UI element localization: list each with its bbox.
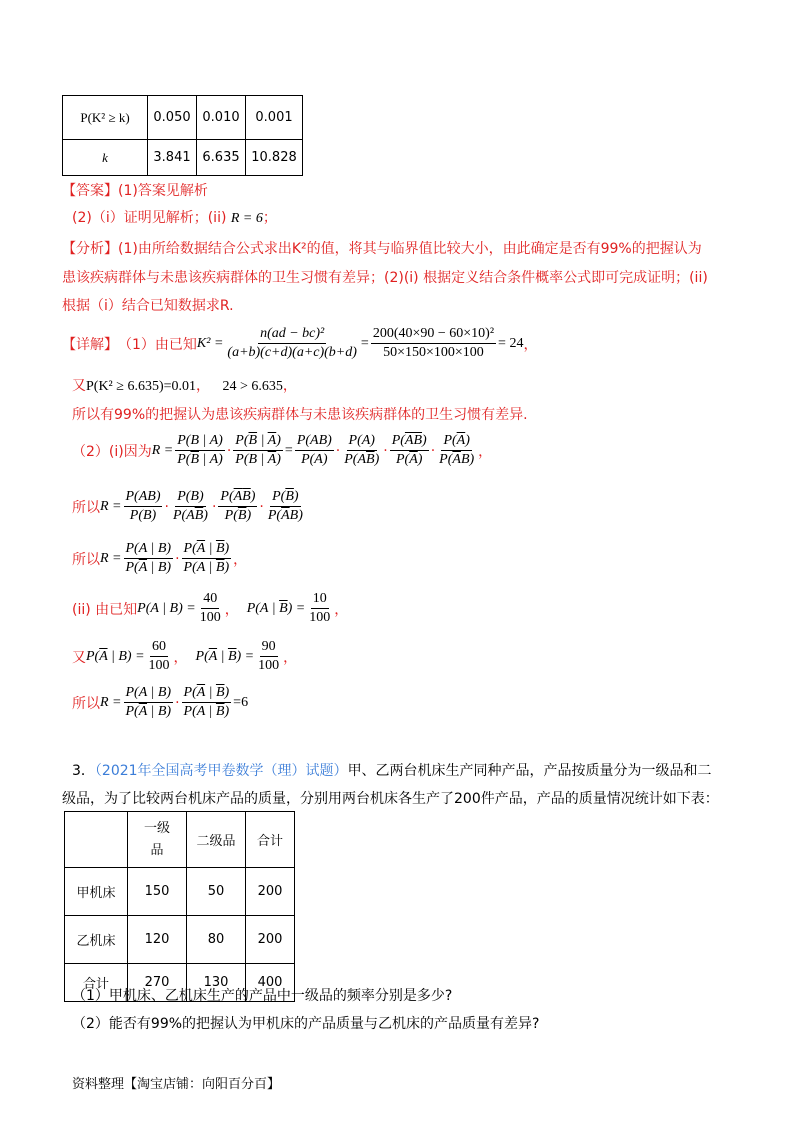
table-header-cell: 二级品 [187, 812, 246, 868]
answer-line-1: 【答案】(1)答案见解析 [62, 183, 208, 199]
answer-line-2: (2)（i）证明见解析；(ii) R = 6； [72, 210, 277, 226]
table-cell: 150 [128, 868, 187, 916]
table-cell: 400 [246, 964, 295, 1002]
table-row [65, 916, 295, 964]
table-cell: k [63, 140, 148, 176]
detail-part2-ii: (ii) 由已知 P(A | B) = $\frac{40}{100}$ ， P(A | $\overline{B}$) = $\frac{10}{100}$ ， [72, 591, 349, 625]
detail-part2-i: （2）(i)因为 R = $\frac{P(B | A)}{P(\overline{B} | A)}$ · $\frac{P(\overline{B} | \overline{A})}{P(B | \overline{A})}$ = $\frac{P(AB)}{P(A)}$ · $\frac{P(A)}{P(A\overline{B})}$ · $\frac{P(\overline{A}\overline{B})}{P(\overline{A})}$ · $\frac{P(\overline{A})}{P(\overline{A}B)}$ ， [72, 433, 493, 467]
table-header-cell [65, 812, 128, 868]
table-cell: 130 [187, 964, 246, 1002]
table-header-cell: 0.010 [197, 96, 246, 140]
detail-conclusion: 所以有99%的把握认为患该疾病群体与未患该疾病群体的卫生习惯有差异. [72, 407, 528, 423]
table-header-cell: 一级品 [128, 812, 187, 868]
question3-sub-1: （1）甲机床、乙机床生产的产品中一级品的频率分别是多少? [72, 988, 453, 1004]
table-cell: 200 [246, 868, 295, 916]
table-cell: 50 [187, 868, 246, 916]
detail-final: 所以 R = $\frac{P(A | B)}{P(\overline{A} | B)}$ · $\frac{P(\overline{A} | \overline{B})}{P(A | \overline{B})}$ =6 [72, 685, 249, 719]
table-cell: 10.828 [246, 140, 303, 176]
table-cell: 80 [187, 916, 246, 964]
question3-line-2: 级品，为了比较两台机床产品的质量，分别用两台机床各生产了200件产品，产品的质量情况统计如下表： [62, 791, 719, 807]
table-cell: 6.635 [197, 140, 246, 176]
table-cell: 120 [128, 916, 187, 964]
table-cell: 乙机床 [65, 916, 128, 964]
detail-so-2: 所以 R = $\frac{P(A | B)}{P(\overline{A} | B)}$ · $\frac{P(\overline{A} | \overline{B})}{P(A | \overline{B})}$ ， [72, 541, 248, 575]
table-header-cell: 0.001 [246, 96, 303, 140]
table-header-cell: 0.050 [148, 96, 197, 140]
table-cell: 甲机床 [65, 868, 128, 916]
table-cell: 270 [128, 964, 187, 1002]
analysis-line-2: 患该疾病群体与未患该疾病群体的卫生习惯有差异；(2)(i) 根据定义结合条件概率公式即可完成证明；(ii) [62, 270, 708, 286]
detail-part1-formula: 【详解】 （1）由已知 K² = $\frac{\text{n(ad − bc)²}}{(a+b)(c+d)(a+c)(b+d)}$ = $\frac{\text{200(40×90 − 60×10)²}}{50\times 150\times 100\times 100}$ = 24 ， [62, 326, 538, 360]
detail-so-1: 所以 R = $\frac{P(AB)}{P(B)}$ · $\frac{P(B)}{P(A\overline{B})}$ · $\frac{P(\overline{A}\overline{B})}{P(\overline{B})}$ · $\frac{P(\overline{B})}{P(\overline{A}B)}$ [72, 489, 303, 523]
table-cell: 3.841 [148, 140, 197, 176]
table-cell: 200 [246, 916, 295, 964]
table-header-cell: P(K² ≥ k) [63, 96, 148, 140]
critical-value-table [62, 95, 303, 176]
question3-sub-2: （2）能否有99%的把握认为甲机床的产品质量与乙机床的产品质量有差异? [72, 1016, 540, 1032]
detail-pvalue: 又P(K² ≥ 6.635)=0.01， 24 > 6.635， [72, 378, 297, 394]
detail-also-values: 又 $P(\overline{A}$ | B) = $\frac{60}{100}$ ， $P(\overline{A}$ | $\overline{B}$) = $\frac{90}{100}$ ， [72, 639, 298, 673]
table-header-cell: 合计 [246, 812, 295, 868]
table-cell: 合计 [65, 964, 128, 1002]
page-footer: 资料整理【淘宝店铺：向阳百分百】 [72, 1077, 281, 1092]
analysis-line-3: 根据（i）结合已知数据求R. [62, 298, 234, 314]
machine-quality-table [64, 811, 295, 1002]
analysis-line-1: 【分析】(1)由所给数据结合公式求出K²的值，将其与临界值比较大小，由此确定是否有99%的把握认为 [62, 241, 702, 257]
question3-line-1: 3．（2021年全国高考甲卷数学（理）试题）甲、乙两台机床生产同种产品，产品按质量分为一级品和二 [72, 763, 712, 779]
table-row [65, 868, 295, 916]
